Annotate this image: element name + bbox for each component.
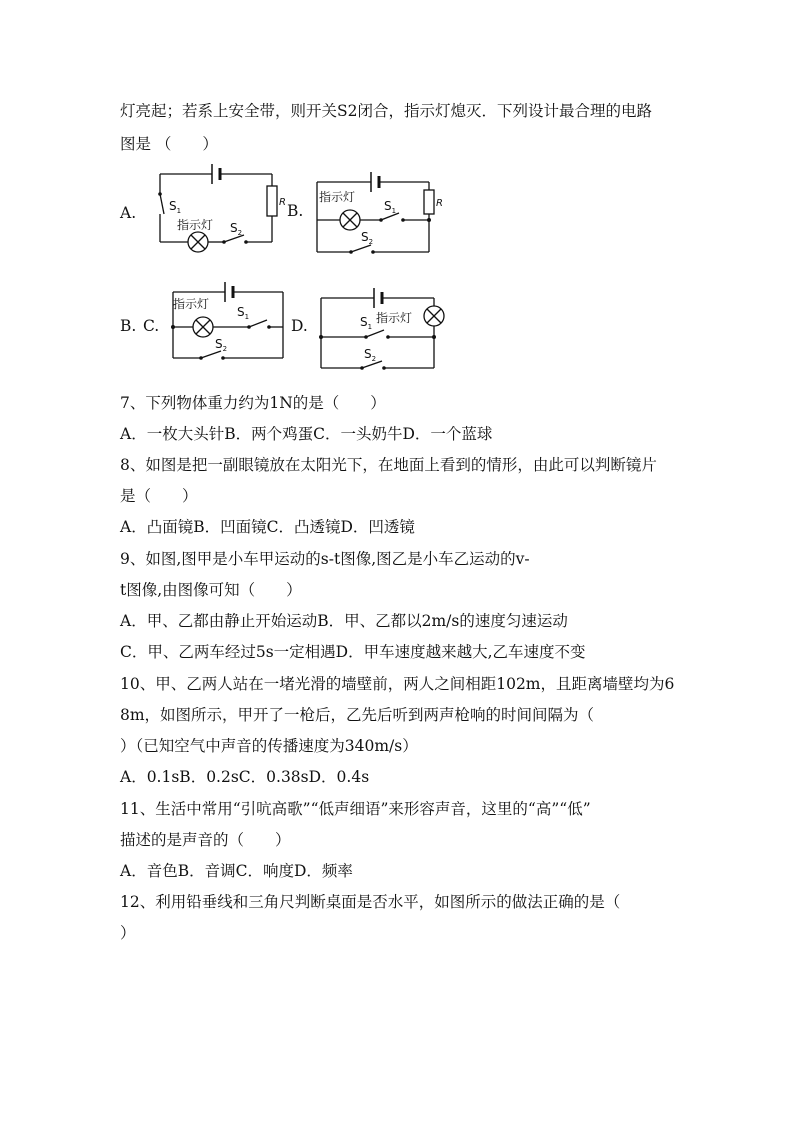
q6-option-d-label: D.	[291, 317, 308, 335]
q9-options-line2: C．甲、乙两车经过5s一定相遇D．甲车速度越来越大,乙车速度不变	[120, 643, 586, 661]
q6-option-b-label: B.	[287, 202, 304, 220]
q8-stem-line1: 8、如图是把一副眼镜放在太阳光下，在地面上看到的情形，由此可以判断镜片	[120, 456, 657, 474]
q6-option-c-label: C.	[143, 317, 160, 335]
lamp-label-a: 指示灯	[177, 218, 214, 232]
q12-stem-line2: ）	[120, 924, 136, 942]
resistor-label-b: R	[436, 198, 443, 209]
q10-stem-line1: 10、甲、乙两人站在一堵光滑的墙壁前，两人之间相距102m，且距离墙壁均为6	[120, 675, 675, 693]
q11-stem-line1: 11、生活中常用“引吭高歌”“低声细语”来形容声音，这里的“高”“低”	[120, 800, 591, 818]
q6-option-b-label-row2: B.	[120, 317, 137, 335]
q7-options: A．一枚大头针B．两个鸡蛋C．一头奶牛D．一个蓝球	[120, 425, 493, 443]
switch-s2-label-a: $S_2$	[230, 221, 243, 237]
q9-stem-line1: 9、如图,图甲是小车甲运动的s-t图像,图乙是小车乙运动的v-	[120, 550, 530, 568]
switch-s2-label-c: $S_2$	[215, 337, 228, 353]
q9-stem-line2: t图像,由图像可知（ ）	[120, 581, 302, 599]
circuit-diagram-b	[313, 168, 443, 260]
switch-s2-label-b: $S_2$	[361, 230, 374, 246]
q7-stem: 7、下列物体重力约为1N的是（ ）	[120, 394, 386, 412]
q12-stem-line1: 12、利用铅垂线和三角尺判断桌面是否水平，如图所示的做法正确的是（	[120, 893, 621, 911]
q10-stem-line2: 8m，如图所示，甲开了一枪后，乙先后听到两声枪响的时间间隔为（	[120, 706, 595, 724]
circuit-diagram-c	[165, 274, 290, 366]
switch-s1-label-a: $S_1$	[169, 199, 182, 215]
circuit-diagram-d	[316, 280, 446, 372]
lamp-label-c: 指示灯	[173, 297, 210, 311]
q11-stem-line2: 描述的是声音的（ ）	[120, 831, 291, 849]
q6-stem-line1: 灯亮起；若系上安全带，则开关S2闭合，指示灯熄灭．下列设计最合理的电路	[120, 102, 652, 120]
q6-option-a-label: A.	[120, 204, 137, 222]
q8-stem-line2: 是（ ）	[120, 487, 198, 505]
q6-stem-line2: 图是 （ ）	[120, 135, 218, 153]
lamp-label-d: 指示灯	[376, 311, 413, 325]
q8-options: A．凸面镜B．凹面镜C．凸透镜D．凹透镜	[120, 518, 415, 536]
q11-options: A．音色B．音调C．响度D．频率	[120, 862, 353, 880]
switch-s2-label-d: $S_2$	[364, 347, 377, 363]
lamp-label-b: 指示灯	[319, 190, 356, 204]
q9-options-line1: A．甲、乙都由静止开始运动B．甲、乙都以2m/s的速度匀速运动	[120, 612, 568, 630]
switch-s1-label-c: $S_1$	[237, 305, 250, 321]
q10-options: A．0.1sB．0.2sC．0.38sD．0.4s	[120, 768, 370, 786]
resistor-label-a: R	[279, 197, 286, 208]
circuit-diagram-a	[150, 158, 285, 250]
switch-s1-label-d: $S_1$	[360, 315, 373, 331]
switch-s1-label-b: $S_1$	[384, 199, 397, 215]
q10-stem-line3: ）（已知空气中声音的传播速度为340m/s）	[120, 737, 418, 755]
